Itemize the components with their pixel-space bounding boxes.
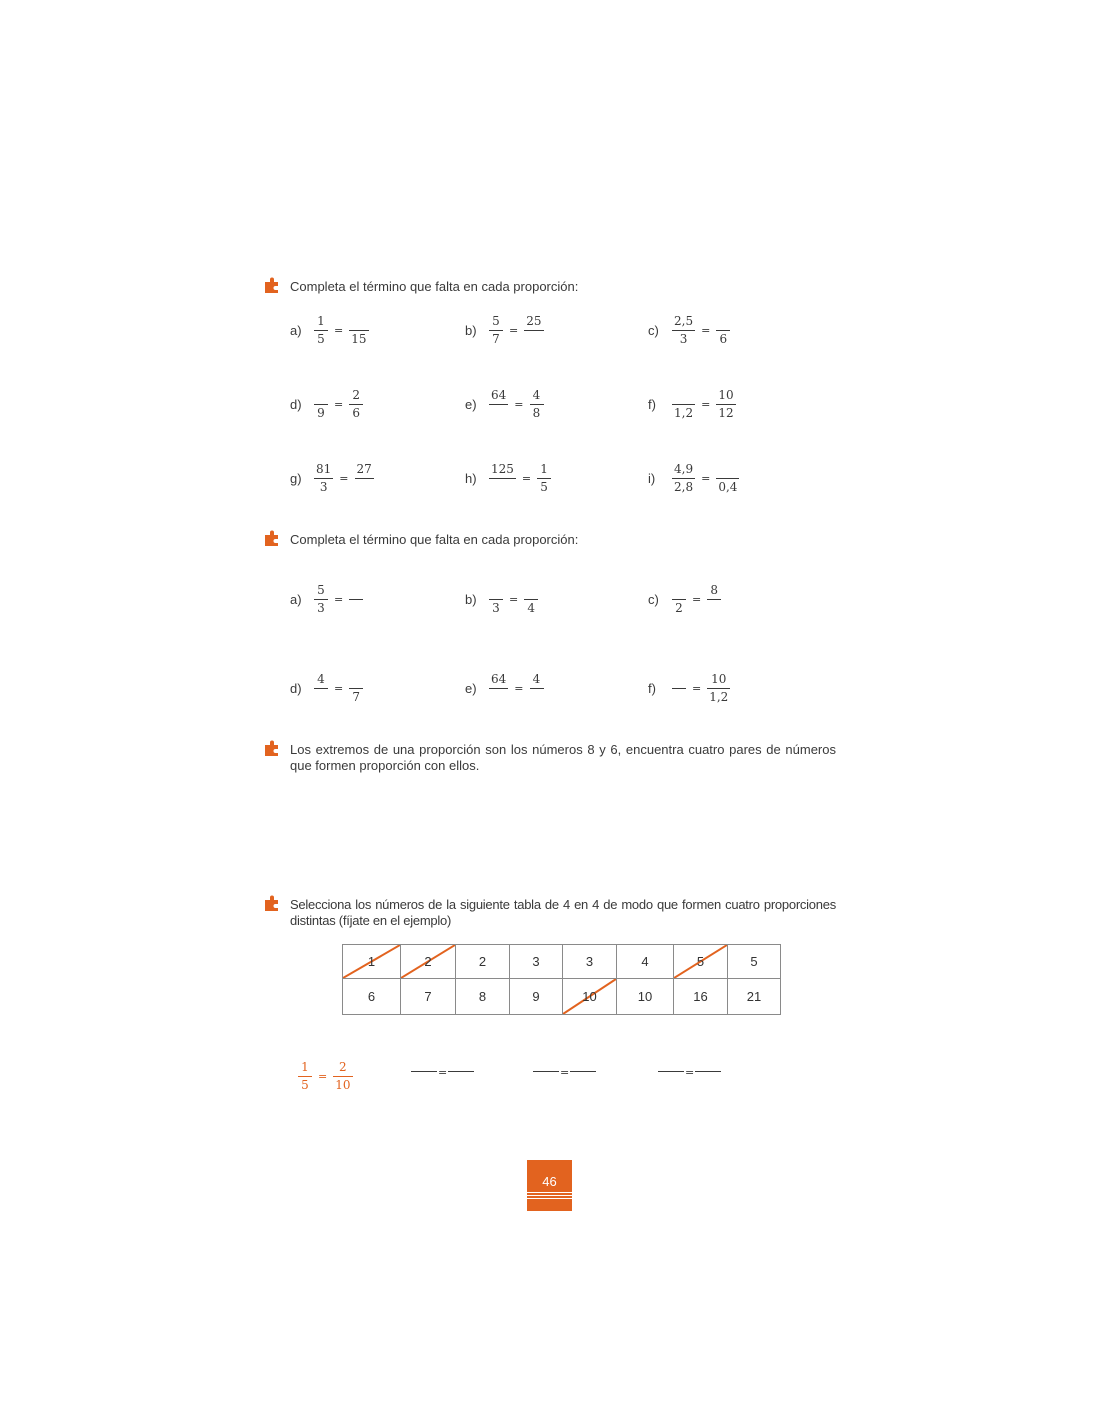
table-cell-value: 5: [696, 954, 705, 969]
table-cell[interactable]: [456, 979, 510, 1015]
item-label: d): [290, 397, 302, 412]
fraction-right: [537, 462, 551, 495]
numerator: [677, 672, 681, 687]
fraction-right: [349, 583, 363, 616]
equals-sign: =: [701, 324, 711, 337]
fraction-left: [314, 314, 328, 347]
puzzle-bullet-icon: [262, 740, 280, 758]
table-cell[interactable]: [728, 979, 781, 1015]
table-cell[interactable]: [510, 945, 563, 979]
table-cell-value: 3: [585, 954, 594, 969]
numerator: 5: [492, 314, 500, 328]
table-cell[interactable]: [401, 945, 456, 979]
table-cell[interactable]: [343, 945, 401, 979]
numerator: 27: [356, 462, 372, 476]
denominator: 6: [719, 332, 728, 346]
fraction-right: [716, 462, 739, 495]
denominator: 3: [679, 332, 688, 346]
numerator: 64: [491, 672, 507, 686]
numerator: 125: [491, 462, 514, 476]
numerator: [682, 388, 686, 403]
answer-blank[interactable]: [411, 1066, 474, 1077]
item-label: a): [290, 323, 302, 338]
denominator: 0,4: [718, 480, 738, 494]
fraction-left: [672, 583, 686, 616]
table-cell[interactable]: [343, 979, 401, 1015]
item-label: f): [648, 681, 656, 696]
item-label: e): [465, 681, 477, 696]
proportion-item: [290, 314, 369, 347]
table-row: [343, 945, 781, 979]
denominator: [497, 406, 501, 421]
puzzle-bullet-icon: [262, 895, 280, 913]
blank-equals: =: [685, 1066, 695, 1079]
proportion-item: [648, 672, 730, 705]
equals-sign: =: [692, 593, 702, 606]
table-cell-value: 16: [693, 989, 708, 1004]
numerator: 2,5: [674, 314, 694, 328]
denominator: 5: [317, 332, 325, 346]
proportion-item: [290, 583, 363, 616]
fraction-right: [349, 314, 368, 347]
numerator: 5: [317, 583, 325, 597]
proportion-item: [465, 583, 538, 616]
fraction-left: [489, 672, 508, 705]
example-denominator-1: 5: [301, 1078, 309, 1092]
table-cell-value: 8: [478, 989, 487, 1004]
proportion-item: [290, 388, 363, 421]
proportion-item: [648, 462, 739, 495]
table-cell[interactable]: [401, 979, 456, 1015]
blank-equals: =: [438, 1066, 448, 1079]
proportion-item: [465, 388, 544, 421]
fraction-right: [355, 462, 374, 495]
numerator: 64: [491, 388, 507, 402]
numerator: [319, 388, 323, 403]
example-numerator-1: 1: [301, 1060, 309, 1074]
numerator: [494, 583, 498, 598]
equals-sign: =: [339, 472, 349, 485]
example-equals: =: [318, 1070, 328, 1083]
proportion-item: [648, 314, 730, 347]
proportion-item: [465, 314, 544, 347]
numerator: 4: [532, 388, 541, 402]
fraction-left: [314, 672, 328, 705]
fraction-right: [707, 583, 721, 616]
equals-sign: =: [514, 682, 524, 695]
proportion-item: [465, 462, 551, 495]
answer-blank[interactable]: [533, 1066, 596, 1077]
table-cell[interactable]: [728, 945, 781, 979]
table-cell[interactable]: [617, 979, 674, 1015]
proportion-item: [465, 672, 544, 705]
table-cell-value: 21: [746, 989, 762, 1004]
denominator: [354, 601, 358, 616]
denominator: 5: [540, 480, 548, 494]
denominator: 3: [319, 480, 328, 494]
denominator: 7: [352, 690, 361, 704]
denominator: 3: [317, 601, 325, 615]
fraction-left: [489, 462, 516, 495]
item-label: f): [648, 397, 656, 412]
example-proportion: [298, 1060, 353, 1093]
denominator: 1,2: [709, 690, 729, 704]
numerator: 1: [540, 462, 548, 476]
item-label: a): [290, 592, 302, 607]
numerator: 1: [317, 314, 325, 328]
table-cell-value: 1: [367, 954, 376, 969]
equals-sign: =: [334, 682, 344, 695]
denominator: [497, 690, 501, 705]
section-2-header: [262, 532, 578, 548]
equals-sign: =: [334, 324, 344, 337]
fraction-right: [716, 388, 735, 421]
denominator: 8: [532, 406, 541, 420]
equals-sign: =: [514, 398, 524, 411]
numerator: [726, 462, 730, 477]
item-label: i): [648, 471, 656, 486]
equals-sign: =: [521, 472, 532, 485]
item-label: h): [465, 471, 477, 486]
item-label: b): [465, 323, 477, 338]
fraction-right: [716, 314, 730, 347]
table-cell-value: 10: [582, 989, 597, 1004]
numerator: 10: [711, 672, 727, 686]
table-cell-value: 5: [750, 954, 758, 969]
numerator: [357, 314, 361, 329]
section-1-header: [262, 279, 578, 295]
numerator: 25: [526, 314, 542, 328]
table-cell[interactable]: [563, 979, 617, 1015]
denominator: 2,8: [674, 480, 694, 494]
fraction-right: [524, 314, 543, 347]
table-cell-value: 7: [424, 989, 432, 1004]
item-label: g): [290, 471, 302, 486]
numerator: [529, 583, 533, 598]
table-cell[interactable]: [617, 945, 674, 979]
denominator: 15: [351, 332, 367, 346]
numerator: 10: [718, 388, 734, 402]
denominator: 6: [352, 406, 361, 420]
denominator: 3: [492, 601, 500, 615]
denominator: 2: [675, 601, 683, 615]
answer-blank[interactable]: [658, 1066, 721, 1077]
denominator: [500, 480, 504, 495]
number-table: [342, 944, 781, 1015]
equals-sign: =: [692, 682, 702, 695]
table-cell[interactable]: [510, 979, 563, 1015]
numerator: [354, 583, 358, 598]
item-label: b): [465, 592, 477, 607]
table-cell-value: 3: [532, 954, 540, 969]
numerator: 4: [317, 672, 325, 686]
table-cell[interactable]: [674, 945, 728, 979]
fraction-right: [349, 672, 363, 705]
denominator: 9: [317, 406, 325, 420]
denominator: [532, 332, 536, 347]
proportion-item: [290, 462, 374, 495]
equals-sign: =: [334, 593, 344, 606]
fraction-left: [314, 462, 333, 495]
fraction-right: [524, 583, 538, 616]
example-numerator-2: 2: [339, 1060, 347, 1074]
page-number-tab: [527, 1160, 572, 1211]
table-row: [343, 979, 781, 1015]
item-label: d): [290, 681, 302, 696]
section-4-header: [262, 897, 836, 929]
section-3-instruction: Los extremos de una proporción son los números 8 y 6, encuentra cuatro pares de números que formen proporción con ellos.: [290, 742, 836, 773]
numerator: 4: [532, 672, 541, 686]
equals-sign: =: [509, 593, 519, 606]
denominator: [712, 601, 716, 616]
fraction-right: [349, 388, 363, 421]
table-cell[interactable]: [674, 979, 728, 1015]
table-cell[interactable]: [456, 945, 510, 979]
fraction-left: [489, 388, 508, 421]
fraction-right: [707, 672, 730, 705]
equals-sign: =: [334, 398, 344, 411]
numerator: [354, 672, 358, 687]
blank-equals: =: [560, 1066, 570, 1079]
table-cell-value: 2: [478, 954, 487, 969]
numerator: 4,9: [674, 462, 694, 476]
section-2-instruction: Completa el término que falta en cada proporción:: [290, 532, 579, 547]
fraction-right: [530, 388, 544, 421]
fraction-left: [314, 583, 328, 616]
fraction-left: [672, 314, 695, 347]
proportion-item: [648, 583, 721, 616]
proportion-item: [648, 388, 736, 421]
puzzle-bullet-icon: [262, 277, 280, 295]
fraction-left: [489, 583, 503, 616]
denominator: 12: [718, 406, 734, 420]
fraction-left: [314, 388, 328, 421]
example-fraction-left: [298, 1060, 312, 1093]
item-label: e): [465, 397, 477, 412]
equals-sign: =: [509, 324, 519, 337]
numerator: 2: [352, 388, 361, 402]
proportion-item: [290, 672, 363, 705]
fraction-left: [672, 388, 695, 421]
table-cell-value: 6: [367, 989, 376, 1004]
denominator: [362, 480, 366, 495]
fraction-right: [530, 672, 544, 705]
page-number: 46: [542, 1174, 557, 1189]
fraction-left: [489, 314, 503, 347]
section-3-header: [262, 742, 836, 774]
equals-sign: =: [701, 472, 711, 485]
equals-sign: =: [701, 398, 711, 411]
item-label: c): [648, 323, 659, 338]
page-tab-lines: [527, 1192, 572, 1201]
fraction-left: [672, 672, 686, 705]
table-cell[interactable]: [563, 945, 617, 979]
fraction-left: [672, 462, 695, 495]
example-fraction-right: [333, 1060, 352, 1093]
example-denominator-2: 10: [335, 1078, 351, 1092]
denominator: 4: [527, 601, 536, 615]
item-label: c): [648, 592, 659, 607]
numerator: [677, 583, 681, 598]
section-4-instruction: Selecciona los números de la siguiente tabla de 4 en 4 de modo que formen cuatro proporciones distintas (fíjate en el ejemplo): [290, 897, 836, 928]
denominator: [535, 690, 539, 705]
section-1-instruction: Completa el término que falta en cada proporción:: [290, 279, 579, 294]
numerator: [721, 314, 725, 329]
table-cell-value: 9: [532, 989, 540, 1004]
table-cell-value: 4: [641, 954, 649, 969]
numerator: 8: [710, 583, 719, 597]
denominator: [319, 690, 323, 705]
denominator: [677, 690, 681, 705]
numerator: 81: [316, 462, 332, 476]
table-cell-value: 2: [424, 954, 432, 969]
puzzle-bullet-icon: [262, 530, 280, 548]
table-cell-value: 10: [637, 989, 653, 1004]
denominator: 1,2: [674, 406, 694, 420]
denominator: 7: [492, 332, 500, 346]
